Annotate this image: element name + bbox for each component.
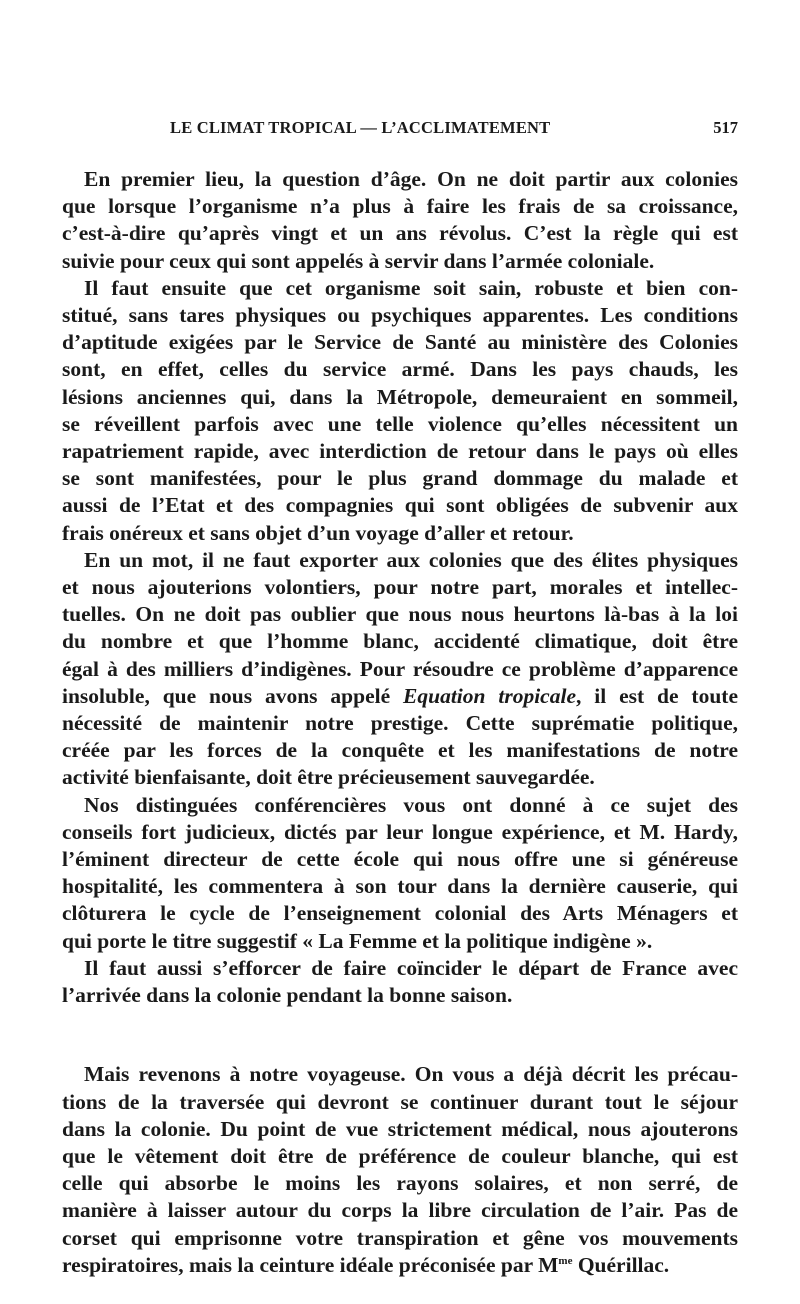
text-line: nécessité de maintenir notre prestige. Cette suprématie politique, xyxy=(62,711,738,736)
text-line: Il faut ensuite que cet organisme soit sain, robuste et bien con- xyxy=(84,275,738,300)
text-line: manière à laisser autour du corps la libre circulation de l’air. Pas de xyxy=(62,1198,738,1223)
text-line: d’aptitude exigées par le Service de Santé au ministère des Colonies xyxy=(62,330,738,355)
text-line: et nous ajouterions volontiers, pour notre part, morales et intellec- xyxy=(62,575,738,600)
text-line: stitué, sans tares physiques ou psychiques apparentes. Les conditions xyxy=(62,303,738,328)
section-gap xyxy=(62,1009,738,1061)
text-line: égal à des milliers d’indigènes. Pour résoudre ce problème d’apparence xyxy=(62,656,738,681)
text-line: l’éminent directeur de cette école qui nous offre une si généreuse xyxy=(62,847,738,872)
text-line: se sont manifestées, pour le plus grand dommage du malade et xyxy=(62,466,738,491)
paragraph xyxy=(62,1061,738,1279)
running-title: LE CLIMAT TROPICAL — L’ACCLIMATEMENT xyxy=(170,118,551,137)
superscript: me xyxy=(558,1254,573,1267)
text-line: c’est-à-dire qu’après vingt et un ans révolus. C’est la règle qui est xyxy=(62,221,738,246)
body-text xyxy=(62,166,738,1279)
text-line: du nombre et que l’homme blanc, accidenté climatique, doit être xyxy=(62,629,738,654)
text-line: aussi de l’Etat et des compagnies qui sont obligées de subvenir aux xyxy=(62,493,738,518)
text-line: créée par les forces de la conquête et les manifestations de notre xyxy=(62,738,738,763)
paragraph xyxy=(62,792,738,955)
text-line: l’arrivée dans la colonie pendant la bonne saison. xyxy=(62,983,513,1008)
text-line: tuelles. On ne doit pas oublier que nous nous heurtons là-bas à la loi xyxy=(62,602,738,627)
text-line: frais onéreux et sans objet d’un voyage d’aller et retour. xyxy=(62,520,574,545)
text-run: respiratoires, mais la ceinture idéale préconisée par M xyxy=(62,1252,559,1277)
text-line: qui porte le titre suggestif « La Femme et la politique indigène ». xyxy=(62,928,653,953)
text-run: insoluble, que nous avons appelé xyxy=(62,683,404,708)
paragraph xyxy=(62,166,738,275)
text-line: suivie pour ceux qui sont appelés à servir dans l’armée coloniale. xyxy=(62,248,655,273)
running-head xyxy=(60,118,738,146)
text-line: celle qui absorbe le moins les rayons solaires, et non serré, de xyxy=(62,1171,738,1196)
text-line: que lorsque l’organisme n’a plus à faire les frais de sa croissance, xyxy=(62,194,738,219)
text-line: activité bienfaisante, doit être précieusement sauvegardée. xyxy=(62,765,595,790)
text-line: lésions anciennes qui, dans la Métropole, demeuraient en sommeil, xyxy=(62,384,738,409)
text-line xyxy=(62,683,738,710)
text-line: En un mot, il ne faut exporter aux colonies que des élites physiques xyxy=(84,547,738,572)
text-line: que le vêtement doit être de préférence de couleur blanche, qui est xyxy=(62,1143,738,1168)
text-line: se réveillent parfois avec une telle violence qu’elles nécessitent un xyxy=(62,411,738,436)
text-line xyxy=(62,1252,738,1279)
page-number: 517 xyxy=(713,118,738,137)
text-line: rapatriement rapide, avec interdiction de retour dans le pays où elles xyxy=(62,439,738,464)
text-run: Quérillac. xyxy=(572,1252,670,1277)
text-line: sont, en effet, celles du service armé. Dans les pays chauds, les xyxy=(62,357,738,382)
italic-term: Equation tropicale xyxy=(403,683,576,708)
text-line: Nos distinguées conférencières vous ont donné à ce sujet des xyxy=(84,792,738,817)
paragraph xyxy=(62,547,738,792)
text-line: tions de la traversée qui devront se continuer durant tout le séjour xyxy=(62,1089,738,1114)
text-line: En premier lieu, la question d’âge. On ne doit partir aux colonies xyxy=(84,167,738,191)
text-line: clôturera le cycle de l’enseignement colonial des Arts Ménagers et xyxy=(62,901,738,926)
text-line: corset qui emprisonne votre transpiration et gêne vos mouvements xyxy=(62,1225,738,1250)
text-run: , il est de toute xyxy=(576,683,738,708)
text-line: hospitalité, les commentera à son tour dans la dernière causerie, qui xyxy=(62,874,738,899)
text-line: conseils fort judicieux, dictés par leur longue expérience, et M. Hardy, xyxy=(62,819,738,844)
paragraph xyxy=(62,275,738,547)
text-line: Mais revenons à notre voyageuse. On vous a déjà décrit les précau- xyxy=(84,1062,738,1087)
paragraph xyxy=(62,955,738,1009)
text-line: dans la colonie. Du point de vue strictement médical, nous ajouterons xyxy=(62,1116,738,1141)
text-line: Il faut aussi s’efforcer de faire coïncider le départ de France avec xyxy=(84,955,738,980)
